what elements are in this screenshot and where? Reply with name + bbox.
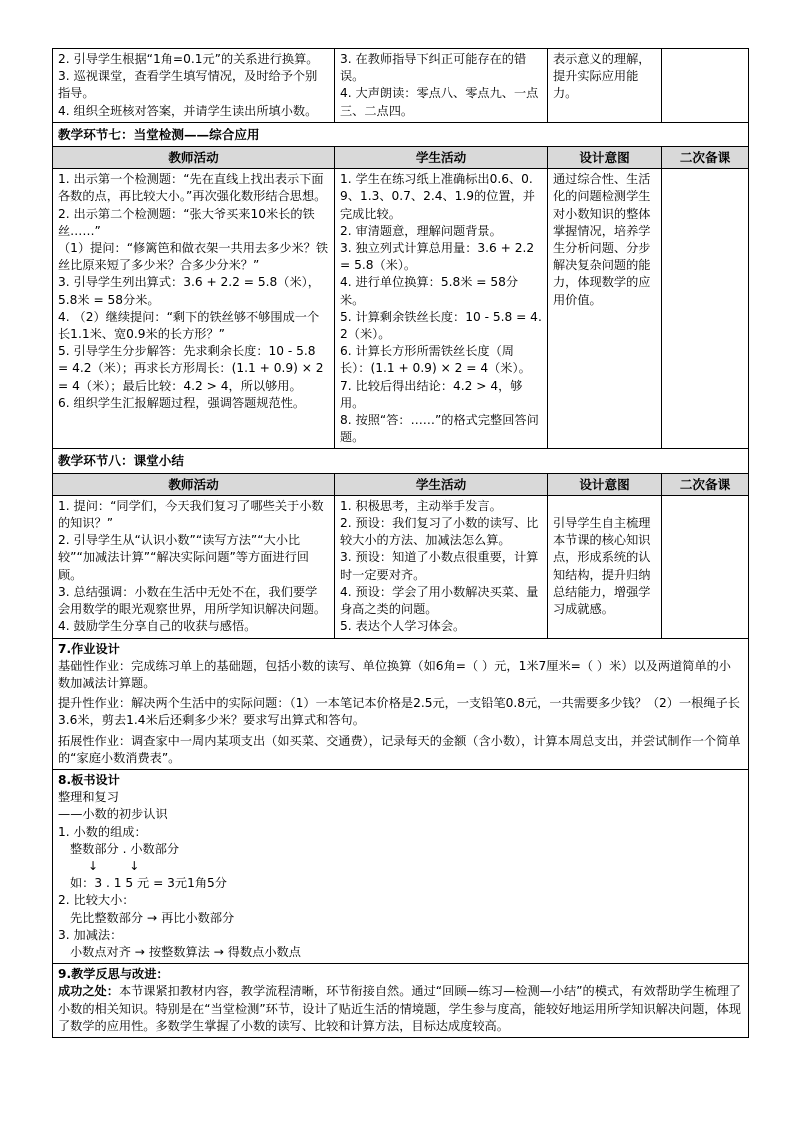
lesson-plan-table <box>52 48 749 1038</box>
board-title: 8.板书设计 <box>58 772 120 787</box>
board-addsub: 小数点对齐 → 按整数算法 → 得数点小数点 <box>70 944 301 959</box>
teacher-step: 4. （2）继续提问：“剩下的铁丝够不够围成一个长1.1米、宽0.9米的长方形？” <box>58 309 320 342</box>
student-step: 1. 积极思考，主动举手发言。 <box>340 498 502 513</box>
student-activity-cell <box>335 495 548 638</box>
student-step: 4. 进行单位换算：5.8米 = 58分米。 <box>340 275 519 307</box>
teacher-step: （1）提问：“修篱笆和做衣架一共用去多少米？铁丝比原来短了多少米？合多少分米？” <box>58 241 329 273</box>
teacher-step: 3. 巡视课堂，查看学生填写情况，及时给予个别指导。 <box>58 69 318 101</box>
student-step: 4. 预设：学会了用小数解决买菜、量身高之类的问题。 <box>340 584 539 617</box>
homework-extend: 拓展性作业：调查家中一周内某项支出（如买菜、交通费），记录每天的金额（含小数），计算本周总支出，并尝试制作一个简单的“家庭小数消费表”。 <box>58 733 741 765</box>
design-intent-cell <box>548 169 662 449</box>
section7-activity-row <box>53 169 749 449</box>
second-prep-cell <box>662 169 749 449</box>
teacher-step: 2. 引导学生从“认识小数”“读写方法”“大小比较”“加减法计算”“解决实际问题”等方面进行回顾。 <box>58 533 309 582</box>
reflection-body <box>58 983 743 1035</box>
board-subheading: ——小数的初步认识 <box>58 807 168 822</box>
reflection-text: 本节课紧扣教材内容，教学流程清晰，环节衔接自然。通过“回顾—练习—检测—小结”的模式，有效帮助学生梳理了小数的相关知识。特别是在“当堂检测”环节，设计了贴近生活的情境题，学生参与度高，能较好地运用所学知识解决问题，体现了数学的应用性。多数学生掌握了小数的读写、比较和计算方法，目标达成度较高。 <box>58 984 741 1033</box>
student-activity-cell <box>335 49 548 123</box>
lesson-plan-page <box>52 48 748 1038</box>
board-item-compare: 2. 比较大小： <box>58 893 135 908</box>
student-step: 5. 表达个人学习体会。 <box>340 619 466 634</box>
student-step: 7. 比较后得出结论：4.2 > 4，够用。 <box>340 378 523 410</box>
homework-basic: 基础性作业：完成练习单上的基础题，包括小数的读写、单位换算（如6角=（ ）元，1米7厘米=（ ）米）以及两道简单的小数加减法计算题。 <box>58 658 731 690</box>
board-design-section <box>53 769 749 963</box>
header-intent: 设计意图 <box>548 473 662 495</box>
reflection-section <box>53 964 749 1038</box>
student-step: 8. 按照“答：……”的格式完整回答问题。 <box>340 413 539 445</box>
teacher-step: 6. 组织学生汇报解题过程，强调答题规范性。 <box>58 395 306 410</box>
teacher-activity-cell <box>53 49 335 123</box>
second-prep-cell <box>662 495 749 638</box>
section8-header-row <box>53 473 749 495</box>
homework-improve: 提升性作业：解决两个生活中的实际问题：（1）一本笔记本价格是2.5元，一支铅笔0.8元，一共需要多少钱？（2）一根绳子长3.6米，剪去1.4米后还剩多少米？要求写出算式和答句。 <box>58 696 740 728</box>
design-intent-text: 表示意义的理解，提升实际应用能力。 <box>553 52 651 101</box>
header-intent: 设计意图 <box>548 147 662 169</box>
board-composition: 整数部分 . 小数部分 <box>70 841 180 856</box>
design-intent-text: 引导学生自主梳理本节课的核心知识点，形成系统的认知结构，提升归纳总结能力，增强学习成就感。 <box>553 516 651 617</box>
section8-activity-row <box>53 495 749 638</box>
student-step: 3. 预设：知道了小数点很重要，计算时一定要对齐。 <box>340 550 539 582</box>
teacher-step: 1. 出示第一个检测题：“先在直线上找出表示下面各数的点，再比较大小。”再次强化数形结合思想。 <box>58 172 327 204</box>
design-intent-cell <box>548 49 662 123</box>
teacher-step: 4. 鼓励学生分享自己的收获与感悟。 <box>58 619 257 634</box>
teacher-step: 1. 提问：“同学们，今天我们复习了哪些关于小数的知识？” <box>58 498 324 531</box>
teacher-step: 2. 引导学生根据“1角=0.1元”的关系进行换算。 <box>58 52 319 66</box>
teacher-step: 3. 总结强调：小数在生活中无处不在，我们要学会用数学的眼光观察世界，用所学知识解决问题。 <box>58 584 327 617</box>
board-item-composition: 1. 小数的组成： <box>58 824 147 839</box>
header-second-prep: 二次备课 <box>662 147 749 169</box>
header-teacher: 教师活动 <box>53 473 335 495</box>
board-example: 如：3 . 1 5 元 = 3元1角5分 <box>70 876 227 891</box>
reflection-title: 9.教学反思与改进： <box>58 967 169 982</box>
student-step: 6. 计算长方形所需铁丝长度（周长）：(1.1 + 0.9) × 2 = 4（米）。 <box>340 344 531 376</box>
section7-header-row <box>53 147 749 169</box>
design-intent-cell <box>548 495 662 638</box>
student-activity-cell <box>335 169 548 449</box>
continued-activity-row <box>53 49 749 123</box>
teacher-activity-cell <box>53 495 335 638</box>
homework-section <box>53 638 749 769</box>
header-second-prep: 二次备课 <box>662 473 749 495</box>
student-step: 2. 审清题意，理解问题背景。 <box>340 223 502 238</box>
student-step: 4. 大声朗读：零点八、零点九、一点三、二点四。 <box>340 86 539 118</box>
student-step: 3. 独立列式计算总用量：3.6 + 2.2 = 5.8（米）。 <box>340 241 535 273</box>
homework-title: 7.作业设计 <box>58 641 120 656</box>
reflection-label: 成功之处： <box>58 984 119 999</box>
second-prep-cell <box>662 49 749 123</box>
board-item-addsub: 3. 加减法： <box>58 927 123 942</box>
board-compare: 先比整数部分 → 再比小数部分 <box>70 910 235 925</box>
section8-title: 教学环节八：课堂小结 <box>53 449 749 473</box>
section7-title: 教学环节七：当堂检测——综合应用 <box>53 122 749 146</box>
teacher-activity-cell <box>53 169 335 449</box>
header-student: 学生活动 <box>335 473 548 495</box>
student-step: 2. 预设：我们复习了小数的读写、比较大小的方法、加减法怎么算。 <box>340 516 539 548</box>
teacher-step: 4. 组织全班核对答案，并请学生读出所填小数。 <box>58 103 318 118</box>
student-step: 3. 在教师指导下纠正可能存在的错误。 <box>340 52 527 84</box>
teacher-step: 3. 引导学生列出算式：3.6 + 2.2 = 5.8（米），5.8米 = 58分米。 <box>58 275 320 307</box>
down-arrow-icon: ↓ ↓ <box>88 858 140 873</box>
teacher-step: 5. 引导学生分步解答：先求剩余长度：10 - 5.8 = 4.2（米）；再求长方形周长：(1.1 + 0.9) × 2 = 4（米）；最后比较：4.2 > 4，所以够用。 <box>58 344 324 393</box>
design-intent-text: 通过综合性、生活化的问题检测学生对小数知识的整体掌握情况，培养学生分析问题、分步解决复杂问题的能力，体现数学的应用价值。 <box>553 172 651 307</box>
student-step: 1. 学生在练习纸上准确标出0.6、0.9、1.3、0.7、2.4、1.9的位置，并完成比较。 <box>340 172 535 221</box>
header-student: 学生活动 <box>335 147 548 169</box>
header-teacher: 教师活动 <box>53 147 335 169</box>
student-step: 5. 计算剩余铁丝长度：10 - 5.8 = 4.2（米）。 <box>340 309 542 342</box>
teacher-step: 2. 出示第二个检测题：“张大爷买来10米长的铁丝……” <box>58 206 315 238</box>
board-heading: 整理和复习 <box>58 790 119 805</box>
